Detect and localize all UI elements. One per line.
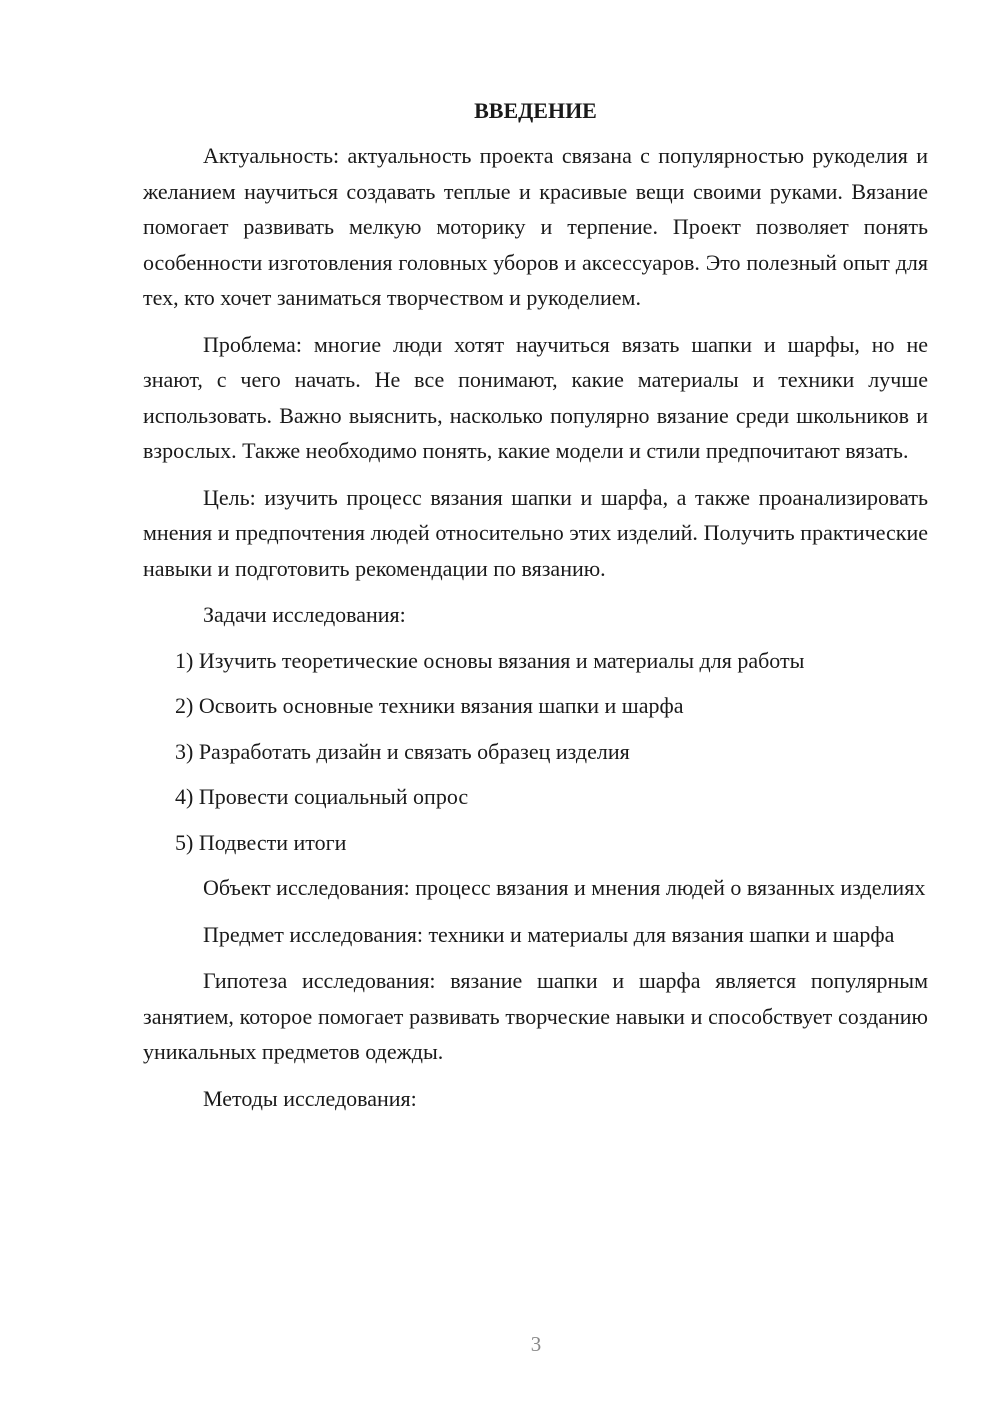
tasks-list — [143, 643, 928, 861]
tasks-heading: Задачи исследования: — [203, 602, 406, 627]
page-number: 3 — [530, 1332, 542, 1356]
subject-paragraph: Предмет исследования: техники и материалы для вязания шапки и шарфа — [203, 921, 895, 947]
hypothesis-paragraph: Гипотеза исследования: вязание шапки и шарфа является популярным занятием, которое помогает развивать творческие навыки и способствует созданию уникальных предметов одежды. — [143, 968, 928, 1064]
methods-heading: Методы исследования: — [203, 1085, 417, 1111]
task-item-1: 1) Изучить теоретические основы вязания и материалы для работы — [175, 647, 805, 673]
object-paragraph: Объект исследования: процесс вязания и мнения людей о вязанных изделиях — [203, 875, 926, 900]
task-item-5: 5) Подвести итоги — [175, 829, 347, 855]
relevance-paragraph: Актуальность: актуальность проекта связана с популярностью рукоделия и желанием научиться создавать теплые и красивые вещи своими руками. Вязание помогает развивать мелкую моторику и терпение. Проект позволяет понять особенности изготовления головных уборов и аксессуаров. Это полезный опыт для тех, кто хочет заниматься творчеством и рукоделием. — [143, 143, 928, 310]
task-item-3: 3) Разработать дизайн и связать образец изделия — [175, 738, 630, 764]
document-page — [143, 95, 928, 1126]
page-title: ВВЕДЕНИЕ — [474, 98, 597, 123]
problem-paragraph: Проблема: многие люди хотят научиться вязать шапки и шарфы, но не знают, с чего начать. Не все понимают, какие материалы и техники лучше использовать. Важно выяснить, насколько популярно вязание среди школьников и взрослых. Также необходимо понять, какие модели и стили предпочитают вязать. — [143, 331, 928, 463]
task-item-2: 2) Освоить основные техники вязания шапки и шарфа — [175, 693, 684, 718]
goal-paragraph: Цель: изучить процесс вязания шапки и шарфа, а также проанализировать мнения и предпочтения людей относительно этих изделий. Получить практические навыки и подготовить рекомендации по вязанию. — [143, 484, 928, 581]
task-item-4: 4) Провести социальный опрос — [175, 784, 469, 809]
